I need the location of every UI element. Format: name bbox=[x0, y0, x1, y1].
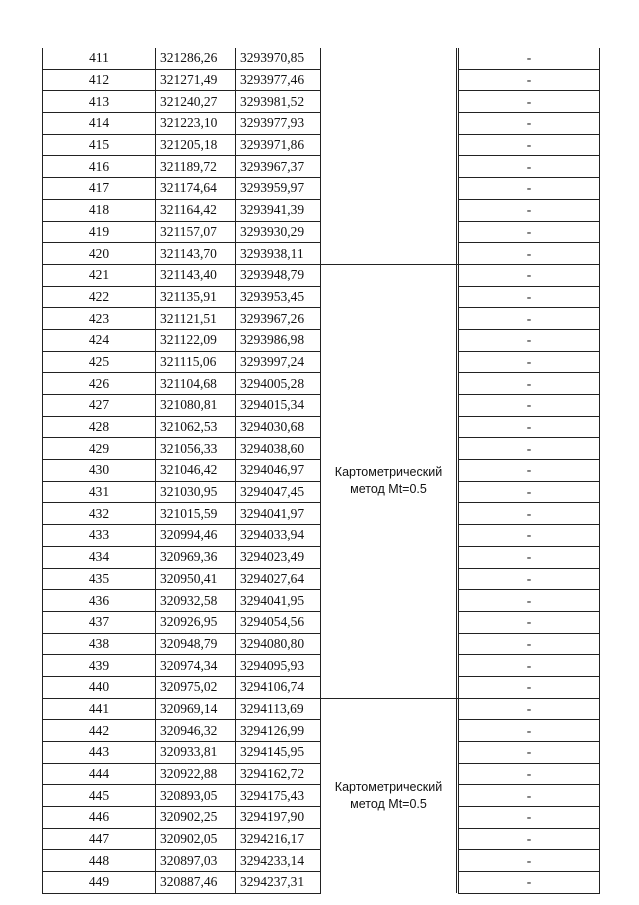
method-text: метод Mt=0.5 bbox=[350, 796, 427, 811]
y-coordinate-cell: 3293977,46 bbox=[236, 69, 321, 91]
point-number-cell: 446 bbox=[43, 807, 156, 829]
y-coordinate-cell: 3293970,85 bbox=[236, 48, 321, 69]
point-number-cell: 429 bbox=[43, 438, 156, 460]
x-coordinate-cell: 320975,02 bbox=[156, 676, 236, 698]
y-coordinate-cell: 3294216,17 bbox=[236, 828, 321, 850]
x-coordinate-cell: 321189,72 bbox=[156, 156, 236, 178]
y-coordinate-cell: 3293953,45 bbox=[236, 286, 321, 308]
x-coordinate-cell: 321240,27 bbox=[156, 91, 236, 113]
x-coordinate-cell: 321286,26 bbox=[156, 48, 236, 69]
note-cell: - bbox=[459, 698, 600, 720]
point-number-cell: 418 bbox=[43, 199, 156, 221]
y-coordinate-cell: 3293981,52 bbox=[236, 91, 321, 113]
y-coordinate-cell: 3293930,29 bbox=[236, 221, 321, 243]
x-coordinate-cell: 320897,03 bbox=[156, 850, 236, 872]
point-number-cell: 425 bbox=[43, 351, 156, 373]
x-coordinate-cell: 320946,32 bbox=[156, 720, 236, 742]
point-number-cell: 448 bbox=[43, 850, 156, 872]
note-cell: - bbox=[459, 785, 600, 807]
method-cell bbox=[321, 264, 457, 698]
note-cell: - bbox=[459, 525, 600, 547]
x-coordinate-cell: 321271,49 bbox=[156, 69, 236, 91]
y-coordinate-cell: 3294106,74 bbox=[236, 676, 321, 698]
y-coordinate-cell: 3294233,14 bbox=[236, 850, 321, 872]
note-cell: - bbox=[459, 156, 600, 178]
x-coordinate-cell: 320926,95 bbox=[156, 611, 236, 633]
y-coordinate-cell: 3293997,24 bbox=[236, 351, 321, 373]
note-cell: - bbox=[459, 850, 600, 872]
y-coordinate-cell: 3294197,90 bbox=[236, 807, 321, 829]
point-number-cell: 447 bbox=[43, 828, 156, 850]
x-coordinate-cell: 320893,05 bbox=[156, 785, 236, 807]
point-number-cell: 442 bbox=[43, 720, 156, 742]
note-cell: - bbox=[459, 329, 600, 351]
x-coordinate-cell: 321164,42 bbox=[156, 199, 236, 221]
point-number-cell: 427 bbox=[43, 395, 156, 417]
point-number-cell: 441 bbox=[43, 698, 156, 720]
point-number-cell: 412 bbox=[43, 69, 156, 91]
table-body bbox=[43, 48, 600, 893]
y-coordinate-cell: 3294175,43 bbox=[236, 785, 321, 807]
point-number-cell: 423 bbox=[43, 308, 156, 330]
x-coordinate-cell: 321143,40 bbox=[156, 264, 236, 286]
y-coordinate-cell: 3294030,68 bbox=[236, 416, 321, 438]
note-cell: - bbox=[459, 69, 600, 91]
note-cell: - bbox=[459, 264, 600, 286]
coordinates-table bbox=[42, 48, 600, 894]
y-coordinate-cell: 3293938,11 bbox=[236, 243, 321, 265]
x-coordinate-cell: 320887,46 bbox=[156, 872, 236, 894]
point-number-cell: 437 bbox=[43, 611, 156, 633]
note-cell: - bbox=[459, 611, 600, 633]
note-cell: - bbox=[459, 134, 600, 156]
x-coordinate-cell: 321121,51 bbox=[156, 308, 236, 330]
point-number-cell: 432 bbox=[43, 503, 156, 525]
method-text: метод Mt=0.5 bbox=[350, 482, 427, 497]
point-number-cell: 428 bbox=[43, 416, 156, 438]
point-number-cell: 444 bbox=[43, 763, 156, 785]
table-row bbox=[43, 698, 600, 720]
point-number-cell: 435 bbox=[43, 568, 156, 590]
y-coordinate-cell: 3294237,31 bbox=[236, 872, 321, 894]
y-coordinate-cell: 3293948,79 bbox=[236, 264, 321, 286]
x-coordinate-cell: 320974,34 bbox=[156, 655, 236, 677]
x-coordinate-cell: 320922,88 bbox=[156, 763, 236, 785]
x-coordinate-cell: 321062,53 bbox=[156, 416, 236, 438]
point-number-cell: 420 bbox=[43, 243, 156, 265]
y-coordinate-cell: 3294047,45 bbox=[236, 481, 321, 503]
note-cell: - bbox=[459, 395, 600, 417]
note-cell: - bbox=[459, 113, 600, 135]
point-number-cell: 440 bbox=[43, 676, 156, 698]
x-coordinate-cell: 321157,07 bbox=[156, 221, 236, 243]
note-cell: - bbox=[459, 373, 600, 395]
note-cell: - bbox=[459, 351, 600, 373]
x-coordinate-cell: 321046,42 bbox=[156, 460, 236, 482]
x-coordinate-cell: 321205,18 bbox=[156, 134, 236, 156]
method-text: Картометрический bbox=[334, 465, 443, 480]
note-cell: - bbox=[459, 481, 600, 503]
method-cell bbox=[321, 698, 457, 893]
point-number-cell: 422 bbox=[43, 286, 156, 308]
y-coordinate-cell: 3293977,93 bbox=[236, 113, 321, 135]
y-coordinate-cell: 3294080,80 bbox=[236, 633, 321, 655]
y-coordinate-cell: 3294054,56 bbox=[236, 611, 321, 633]
note-cell: - bbox=[459, 286, 600, 308]
y-coordinate-cell: 3294038,60 bbox=[236, 438, 321, 460]
x-coordinate-cell: 320932,58 bbox=[156, 590, 236, 612]
note-cell: - bbox=[459, 48, 600, 69]
note-cell: - bbox=[459, 807, 600, 829]
x-coordinate-cell: 321115,06 bbox=[156, 351, 236, 373]
note-cell: - bbox=[459, 590, 600, 612]
point-number-cell: 434 bbox=[43, 546, 156, 568]
note-cell: - bbox=[459, 460, 600, 482]
y-coordinate-cell: 3294126,99 bbox=[236, 720, 321, 742]
x-coordinate-cell: 320969,36 bbox=[156, 546, 236, 568]
point-number-cell: 426 bbox=[43, 373, 156, 395]
x-coordinate-cell: 321174,64 bbox=[156, 178, 236, 200]
y-coordinate-cell: 3294162,72 bbox=[236, 763, 321, 785]
y-coordinate-cell: 3294023,49 bbox=[236, 546, 321, 568]
point-number-cell: 438 bbox=[43, 633, 156, 655]
y-coordinate-cell: 3293986,98 bbox=[236, 329, 321, 351]
y-coordinate-cell: 3294041,95 bbox=[236, 590, 321, 612]
note-cell: - bbox=[459, 655, 600, 677]
note-cell: - bbox=[459, 828, 600, 850]
x-coordinate-cell: 320902,05 bbox=[156, 828, 236, 850]
point-number-cell: 443 bbox=[43, 742, 156, 764]
y-coordinate-cell: 3294027,64 bbox=[236, 568, 321, 590]
note-cell: - bbox=[459, 568, 600, 590]
point-number-cell: 421 bbox=[43, 264, 156, 286]
x-coordinate-cell: 320933,81 bbox=[156, 742, 236, 764]
point-number-cell: 430 bbox=[43, 460, 156, 482]
note-cell: - bbox=[459, 243, 600, 265]
note-cell: - bbox=[459, 438, 600, 460]
note-cell: - bbox=[459, 742, 600, 764]
note-cell: - bbox=[459, 872, 600, 894]
x-coordinate-cell: 320948,79 bbox=[156, 633, 236, 655]
y-coordinate-cell: 3294145,95 bbox=[236, 742, 321, 764]
point-number-cell: 417 bbox=[43, 178, 156, 200]
y-coordinate-cell: 3293971,86 bbox=[236, 134, 321, 156]
point-number-cell: 413 bbox=[43, 91, 156, 113]
note-cell: - bbox=[459, 720, 600, 742]
table-row bbox=[43, 264, 600, 286]
y-coordinate-cell: 3294041,97 bbox=[236, 503, 321, 525]
x-coordinate-cell: 321143,70 bbox=[156, 243, 236, 265]
point-number-cell: 416 bbox=[43, 156, 156, 178]
point-number-cell: 415 bbox=[43, 134, 156, 156]
y-coordinate-cell: 3294113,69 bbox=[236, 698, 321, 720]
x-coordinate-cell: 320994,46 bbox=[156, 525, 236, 547]
note-cell: - bbox=[459, 546, 600, 568]
y-coordinate-cell: 3294005,28 bbox=[236, 373, 321, 395]
note-cell: - bbox=[459, 676, 600, 698]
x-coordinate-cell: 321122,09 bbox=[156, 329, 236, 351]
y-coordinate-cell: 3293967,26 bbox=[236, 308, 321, 330]
point-number-cell: 431 bbox=[43, 481, 156, 503]
x-coordinate-cell: 321056,33 bbox=[156, 438, 236, 460]
point-number-cell: 433 bbox=[43, 525, 156, 547]
note-cell: - bbox=[459, 221, 600, 243]
x-coordinate-cell: 321080,81 bbox=[156, 395, 236, 417]
point-number-cell: 411 bbox=[43, 48, 156, 69]
y-coordinate-cell: 3294095,93 bbox=[236, 655, 321, 677]
y-coordinate-cell: 3294046,97 bbox=[236, 460, 321, 482]
y-coordinate-cell: 3293959,97 bbox=[236, 178, 321, 200]
x-coordinate-cell: 320969,14 bbox=[156, 698, 236, 720]
point-number-cell: 436 bbox=[43, 590, 156, 612]
note-cell: - bbox=[459, 416, 600, 438]
note-cell: - bbox=[459, 91, 600, 113]
note-cell: - bbox=[459, 763, 600, 785]
method-text: Картометрический bbox=[334, 779, 443, 794]
x-coordinate-cell: 320950,41 bbox=[156, 568, 236, 590]
y-coordinate-cell: 3294033,94 bbox=[236, 525, 321, 547]
y-coordinate-cell: 3294015,34 bbox=[236, 395, 321, 417]
point-number-cell: 439 bbox=[43, 655, 156, 677]
note-cell: - bbox=[459, 308, 600, 330]
method-cell bbox=[321, 48, 457, 264]
note-cell: - bbox=[459, 633, 600, 655]
note-cell: - bbox=[459, 178, 600, 200]
point-number-cell: 449 bbox=[43, 872, 156, 894]
x-coordinate-cell: 321223,10 bbox=[156, 113, 236, 135]
point-number-cell: 424 bbox=[43, 329, 156, 351]
point-number-cell: 414 bbox=[43, 113, 156, 135]
x-coordinate-cell: 321104,68 bbox=[156, 373, 236, 395]
note-cell: - bbox=[459, 503, 600, 525]
y-coordinate-cell: 3293941,39 bbox=[236, 199, 321, 221]
x-coordinate-cell: 320902,25 bbox=[156, 807, 236, 829]
x-coordinate-cell: 321015,59 bbox=[156, 503, 236, 525]
x-coordinate-cell: 321135,91 bbox=[156, 286, 236, 308]
point-number-cell: 445 bbox=[43, 785, 156, 807]
point-number-cell: 419 bbox=[43, 221, 156, 243]
table-row bbox=[43, 48, 600, 69]
x-coordinate-cell: 321030,95 bbox=[156, 481, 236, 503]
y-coordinate-cell: 3293967,37 bbox=[236, 156, 321, 178]
note-cell: - bbox=[459, 199, 600, 221]
